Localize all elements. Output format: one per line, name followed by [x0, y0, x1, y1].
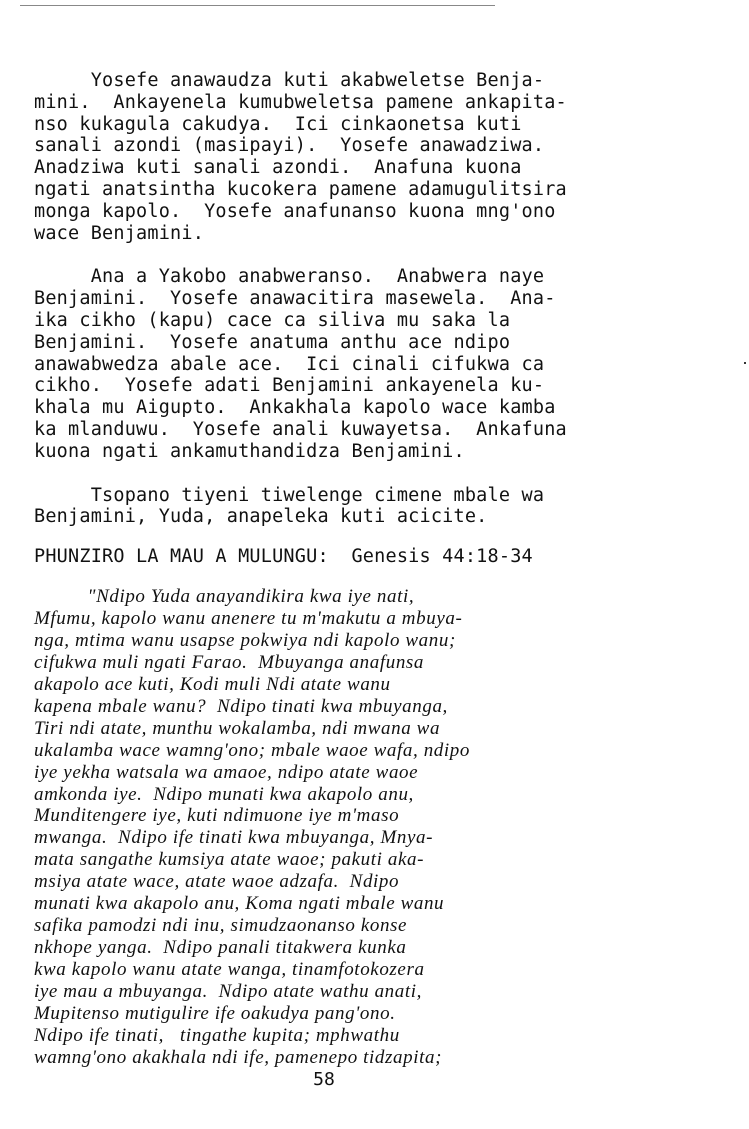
scripture-line: Ndipo ife tinati, tingathe kupita; mphwathu: [34, 1025, 400, 1046]
scripture-line: mwanga. Ndipo ife tinati kwa mbuyanga, Mnya-: [34, 827, 434, 849]
scripture-line: wamng'ono akakhala ndi ife, pamenepo tidzapita;: [34, 1046, 442, 1068]
text-line: Ana a Yakobo anabweranso. Anabwera naye: [34, 266, 545, 288]
scripture-line: nga, mtima wanu usapse pokwiya ndi kapolo wanu;: [34, 629, 456, 651]
text-line: Benjamini. Yosefe anatuma anthu ace ndipo: [34, 331, 511, 353]
text-line: Benjamini, Yuda, anapeleka kuti acicite.: [34, 506, 488, 528]
text-line: kuona ngati ankamuthandidza Benjamini.: [34, 440, 465, 462]
text-line: khala mu Aigupto. Ankakhala kapolo wace kamba: [34, 397, 556, 419]
scripture-line: Munditengere iye, kuti ndimuone iye m'maso: [34, 805, 400, 827]
text-line: Tsopano tiyeni tiwelenge cimene mbale wa: [34, 484, 545, 506]
margin-mark: [744, 362, 746, 364]
scripture-line: kapena mbale wanu? Ndipo tinati kwa mbuyanga,: [34, 695, 448, 717]
text-line: ngati anatsintha kucokera pamene adamugulitsira: [34, 178, 567, 200]
scripture-line: msiya atate wace, atate waoe adzafa. Ndipo: [34, 871, 400, 893]
scripture-line: ukalamba wace wamng'ono; mbale waoe wafa, ndipo: [34, 739, 470, 761]
page-body: [34, 70, 634, 1088]
scripture-line: iye mau a mbuyanga. Ndipo atate wathu anati,: [34, 981, 422, 1003]
text-line: nso kukagula cakudya. Ici cinkaonetsa kuti: [34, 113, 522, 135]
scripture-line: Tiri ndi atate, munthu wokalamba, ndi mwana wa: [34, 717, 441, 739]
scripture-line: mata sangathe kumsiya atate waoe; pakuti aka-: [34, 849, 425, 871]
paragraph-1: [34, 70, 634, 244]
scripture-line: Mupitenso mutigulire ife oakudya pang'ono.: [34, 1003, 396, 1025]
text-line: Benjamini. Yosefe anawacitira masewela. Ana-: [34, 288, 556, 310]
reading-heading: [34, 546, 634, 568]
text-line: anawabwedza abale ace. Ici cinali cifukwa ca: [34, 353, 545, 375]
text-line: Yosefe anawaudza kuti akabweletse Benja-: [34, 70, 545, 91]
paragraph-2: [34, 266, 634, 462]
text-line: ika cikho (kapu) cace ca siliva mu saka la: [34, 309, 511, 331]
top-rule: [20, 5, 495, 6]
scripture-line: akapolo ace kuti, Kodi muli Ndi atate wanu: [34, 673, 391, 695]
text-line: sanali azondi (masipayi). Yosefe anawadziwa.: [34, 135, 545, 157]
text-line: cikho. Yosefe adati Benjamini ankayenela ku-: [34, 375, 545, 397]
scripture-line: safika pamodzi ndi inu, simudzaonanso konse: [34, 915, 408, 937]
text-line: mini. Ankayenela kumubweletsa pamene ankapita-: [34, 91, 567, 113]
paragraph-3: [34, 485, 634, 529]
page-number: 58: [313, 1069, 335, 1090]
scripture-passage: [34, 586, 634, 1069]
scripture-line: munati kwa akapolo anu, Koma ngati mbale wanu: [34, 893, 445, 915]
scripture-line: kwa kapolo wanu atate wanga, tinamfotokozera: [34, 959, 425, 981]
heading-text: PHUNZIRO LA MAU A MULUNGU: Genesis 44:18-34: [34, 546, 533, 568]
scripture-line: "Ndipo Yuda anayandikira kwa iye nati,: [34, 585, 415, 607]
text-line: monga kapolo. Yosefe anafunanso kuona mng'ono: [34, 200, 556, 222]
scripture-line: cifukwa muli ngati Farao. Mbuyanga anafunsa: [34, 651, 425, 673]
scripture-line: Mfumu, kapolo wanu anenere tu m'makutu a mbuya-: [34, 607, 463, 629]
text-line: Anadziwa kuti sanali azondi. Anafuna kuona: [34, 157, 522, 179]
scripture-line: nkhope yanga. Ndipo panali titakwera kunka: [34, 937, 407, 959]
text-line: ka mlanduwu. Yosefe anali kuwayetsa. Ankafuna: [34, 418, 567, 440]
scripture-line: amkonda iye. Ndipo munati kwa akapolo anu,: [34, 783, 414, 805]
text-line: wace Benjamini.: [34, 222, 205, 244]
scripture-line: iye yekha watsala wa amaoe, ndipo atate waoe: [34, 761, 419, 783]
